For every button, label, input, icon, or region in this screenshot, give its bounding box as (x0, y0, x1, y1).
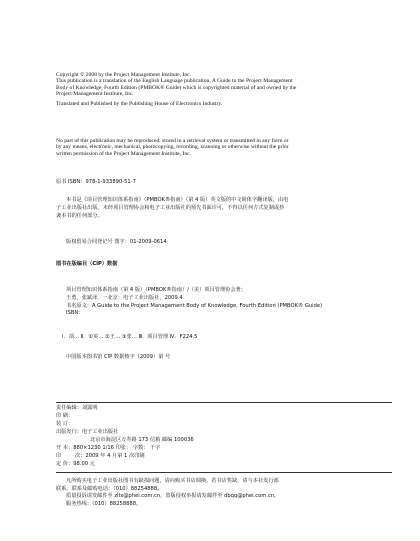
colophon-editor (56, 406, 386, 412)
rights-line-2: by any means, electronic, mechanical, photocopying, recording, scanning or otherwise without the prior (56, 144, 289, 151)
cip-record (66, 287, 388, 318)
publisher-value: 电子工业出版社 (81, 429, 119, 435)
footer-line-2: 联系，联系及邮购电话：（010）88254888。 (56, 485, 163, 492)
colophon-address: 北京市海淀区万寿路 173 信箱 邮编 100036 (90, 437, 194, 443)
cip-line-3: 书名原文：A Guide to the Project Management Body of Knowledge, Fourth Edition (PMBOK® Guide) (66, 302, 323, 309)
cip-line-2: 王勇，张斌译．一北京：电子工业出版社，2009.4 (66, 294, 183, 301)
editor-label: 责任编辑： (56, 405, 82, 411)
publisher-service-notice (56, 478, 392, 508)
colophon-divider-top (56, 402, 392, 403)
colophon-printer (56, 414, 386, 420)
edition-label: 次： (75, 453, 86, 459)
cip-number: 中国版本图书馆 CIP 数据核字（2009）第 号 (66, 354, 171, 360)
cip-line-1: 项目管理知识体系指南（第 4 版）（PMBOK®指南）/（美）项目管理协会著； (66, 287, 246, 293)
notice-line-2: 子工业出版社出版。未经项目管理协会和电子工业出版社的预先书面许可，不得以任何方式复制或抄 (56, 204, 285, 211)
contract-registration: 版权贸易合同登记号 图字：01-2009-0614 (66, 239, 167, 245)
publisher-label: 出版发行： (56, 429, 82, 435)
copyright-notice (56, 72, 378, 107)
editor-value: 刘露明 (81, 405, 98, 411)
cip-classification: Ⅰ．项… Ⅱ．①美… ②王… ③张… Ⅲ．项目管理 Ⅳ．F224.5 (62, 334, 198, 340)
format-value: 880×1230 1/16 印张： 字数： 千字 (73, 445, 161, 451)
translation-notice (56, 197, 378, 220)
price-value: 98.00 元 (73, 461, 95, 467)
colophon-binder (56, 422, 386, 428)
copyright-line-5: Translated and Published by the Publishing House of Electronics Industry. (56, 100, 223, 107)
footer-line-1: 凡所购买电子工业出版社图书有缺损问题，请向购买书店调换。若书店售缺，请与本社发行部 (66, 478, 279, 484)
colophon-publisher (56, 430, 386, 436)
price-label: 定 价： (56, 461, 74, 467)
footer-line-3: 质量投诉请发邮件至 zlts@phei.com.cn，盗版侵权举报请发邮件至 dbqq@phei.com.cn。 (66, 493, 280, 500)
rights-line-3: written permission of the Project Management Institute, Inc. (56, 150, 191, 157)
footer-line-4: 服务热线：（010）88258888。 (66, 500, 142, 507)
copyright-line-3: Body of Knowledge, Fourth Edition (PMBOK® Guide) which is copyrighted material of and owned by the (56, 84, 297, 91)
edition-value: 2009 年 4 月第 1 次印刷 (85, 453, 145, 459)
format-label: 开 本： (56, 445, 74, 451)
rights-notice (56, 138, 378, 157)
colophon-edition (56, 454, 386, 460)
printer-label: 印 刷： (56, 413, 74, 419)
copyright-line-4: Project Management Institute, Inc. (56, 91, 134, 98)
copyright-line-1: Copyright © 2008 by the Project Management Institute, Inc. (56, 72, 192, 78)
colophon-price (56, 462, 386, 468)
cip-heading: 图书在版编目（CIP）数据 (56, 261, 118, 267)
rights-line-1: No part of this publication may be reproduced, stored in a retrieval system or transmitted in any form or (56, 138, 289, 144)
colophon-format (56, 446, 386, 452)
binder-label: 装 订： (56, 421, 74, 427)
copyright-line-2: This publication is a translation of the English Language publication, A Guide to the Project Management (56, 78, 293, 85)
notice-line-3: 袭本书的任何部分。 (56, 212, 103, 219)
original-isbn: 原书 ISBN：978-1-933890-51-7 (56, 179, 136, 185)
notice-line-1: 本书是《项目管理知识体系指南》（PMBOK®指南）（第 4 版）英文版的中文简体字翻译版，由电 (66, 197, 289, 203)
cip-line-4: ISBN： (66, 310, 84, 317)
edition-prefix: 印 (56, 453, 62, 459)
colophon-divider-bottom (56, 472, 392, 473)
